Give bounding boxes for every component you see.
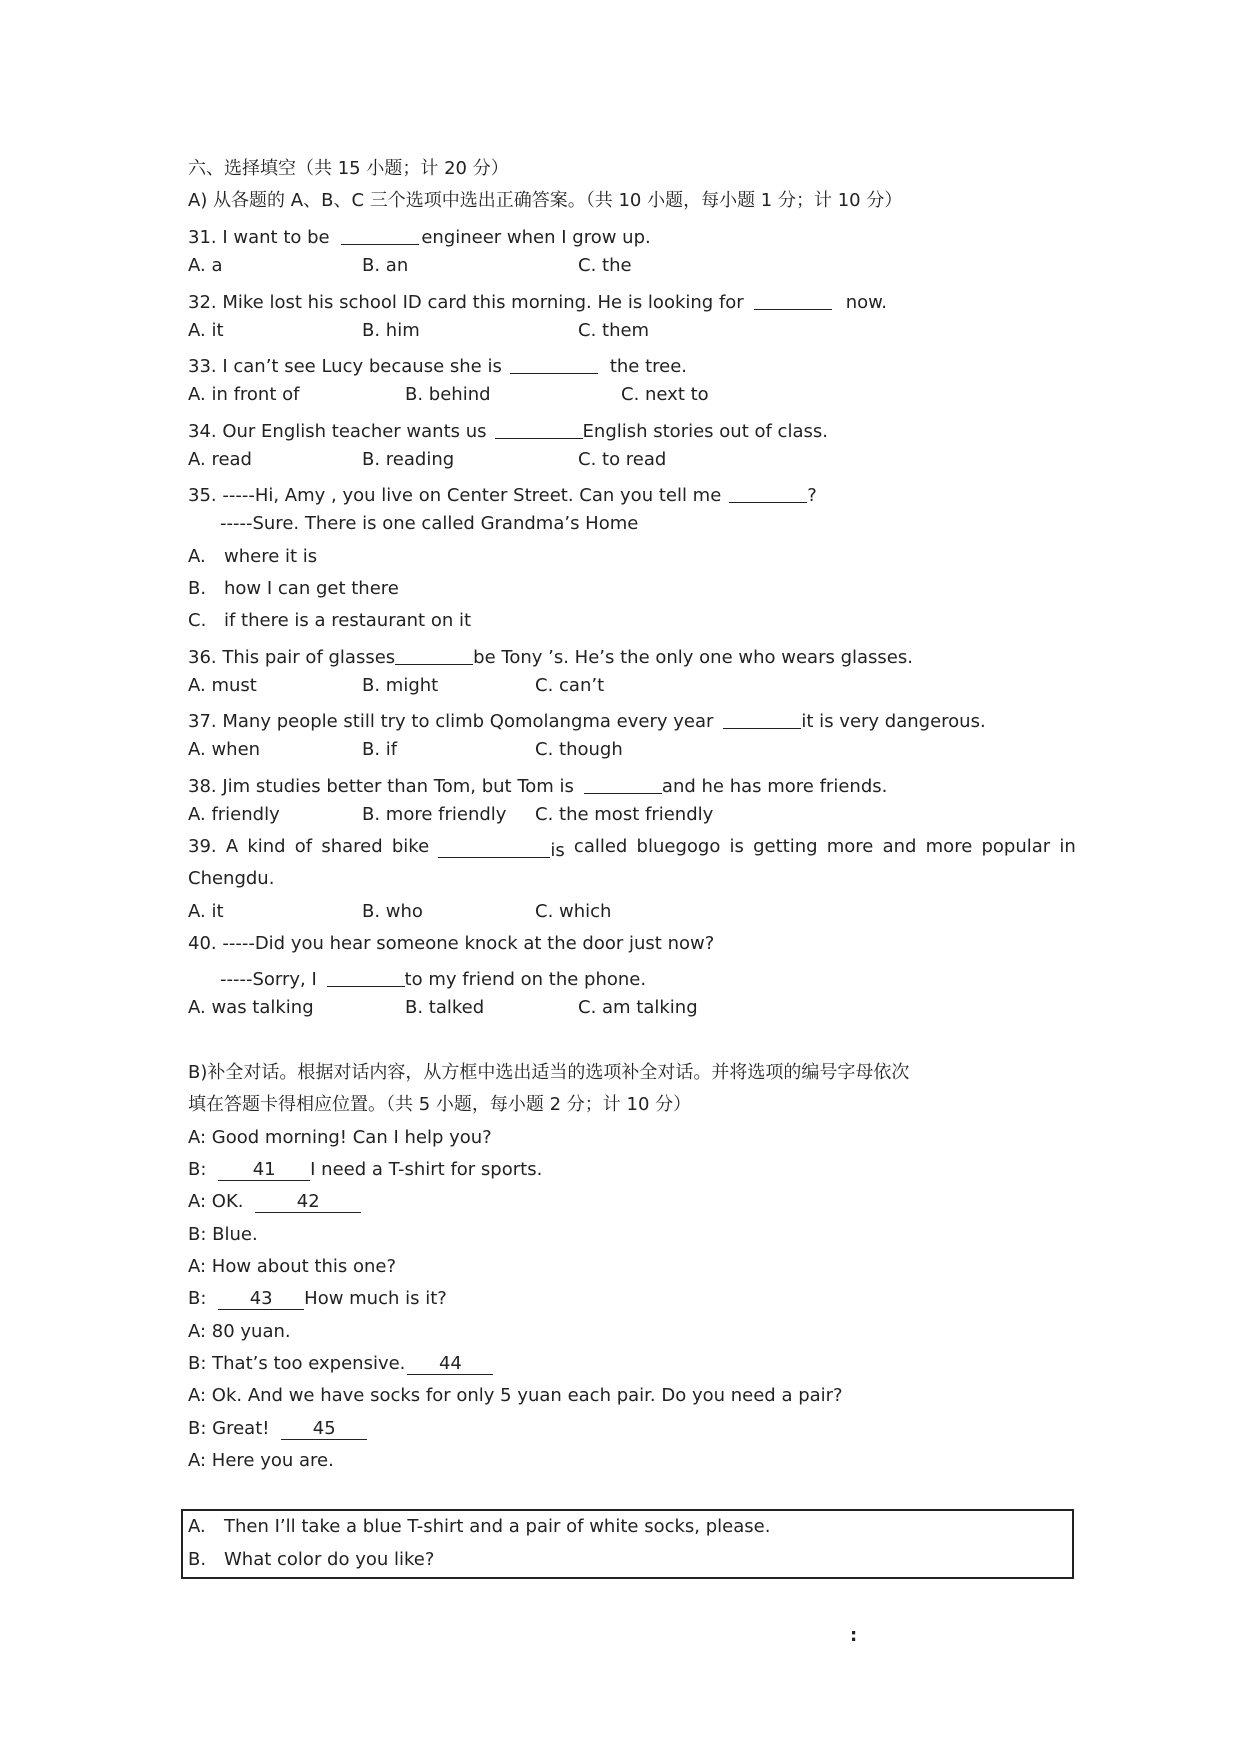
option-b: B. him (362, 320, 420, 341)
option-a: A. read (188, 449, 252, 470)
answer-blank[interactable] (327, 966, 405, 987)
question-31: 31. I want to be engineer when I grow up. (188, 222, 651, 250)
option-c: C. can’t (535, 675, 605, 696)
option-c-text: if there is a restaurant on it (224, 610, 472, 631)
option-a: A. (188, 546, 206, 567)
answer-blank[interactable] (510, 353, 598, 374)
page-mark: : (850, 1625, 858, 1646)
option-b: B. reading (362, 449, 455, 470)
box-option-b: B. (188, 1549, 207, 1570)
dialogue-line: A: 80 yuan. (188, 1321, 291, 1342)
option-c: C. though (535, 739, 623, 760)
option-c: C. them (578, 320, 650, 341)
dialogue-reply: -----Sorry, I to my friend on the phone. (220, 964, 646, 992)
answer-blank[interactable] (584, 773, 662, 794)
part-a-title: A) 从各题的 A、B、C 三个选项中选出正确答案。（共 10 小题，每小题 1 分；计 10 分） (188, 190, 903, 211)
option-b: B. might (362, 675, 439, 696)
option-a-text: where it is (224, 546, 318, 567)
answer-blank[interactable]: 42 (255, 1192, 361, 1213)
dialogue-line: A: How about this one? (188, 1256, 397, 1277)
dialogue-line: B: Blue. (188, 1224, 258, 1245)
option-a: A. in front of (188, 384, 300, 405)
question-35: 35. -----Hi, Amy , you live on Center Street. Can you tell me ? (188, 480, 817, 508)
dialogue-line: B: 43 How much is it? (188, 1288, 447, 1309)
option-a: A. must (188, 675, 257, 696)
box-option-b-text: What color do you like? (224, 1549, 435, 1570)
option-a: A. when (188, 739, 261, 760)
dialogue-line: B: That’s too expensive. 44 (188, 1352, 493, 1376)
question-40: 40. -----Did you hear someone knock at the door just now? (188, 933, 715, 954)
dialogue-line: B: Great! 45 (188, 1417, 367, 1441)
answer-blank[interactable]: 41 (218, 1160, 310, 1181)
question-39-continued: Chengdu. (188, 868, 275, 889)
option-a: A. friendly (188, 804, 280, 825)
answer-blank[interactable] (395, 644, 473, 665)
option-a: A. a (188, 255, 223, 276)
option-b: B. (188, 578, 207, 599)
option-c: C. next to (621, 384, 709, 405)
part-b-title: B)补全对话。根据对话内容，从方框中选出适当的选项补全对话。并将选项的编号字母依次 (188, 1062, 910, 1083)
dialogue-line: A: Good morning! Can I help you? (188, 1127, 492, 1148)
option-b: B. talked (405, 997, 485, 1018)
answer-blank[interactable]: 45 (281, 1419, 367, 1440)
answer-blank[interactable] (438, 837, 550, 858)
answer-blank[interactable] (729, 482, 807, 503)
box-option-a: A. (188, 1516, 206, 1537)
option-c: C. the (578, 255, 632, 276)
question-32: 32. Mike lost his school ID card this morning. He is looking for now. (188, 287, 887, 315)
box-option-a-text: Then I’ll take a blue T-shirt and a pair of white socks, please. (224, 1516, 771, 1537)
option-c: C. am talking (578, 997, 698, 1018)
question-33: 33. I can’t see Lucy because she is the tree. (188, 351, 687, 379)
option-a: A. was talking (188, 997, 314, 1018)
option-c: C. which (535, 901, 612, 922)
question-34: 34. Our English teacher wants us English stories out of class. (188, 416, 828, 444)
option-b: B. if (362, 739, 398, 760)
answer-blank[interactable] (754, 289, 832, 310)
dialogue-line: B: 41 I need a T-shirt for sports. (188, 1159, 543, 1180)
option-b: B. an (362, 255, 409, 276)
option-c: C. to read (578, 449, 667, 470)
dialogue-reply: -----Sure. There is one called Grandma’s Home (220, 513, 639, 534)
answer-blank[interactable] (341, 224, 419, 245)
option-b: B. who (362, 901, 423, 922)
section-title: 六、选择填空（共 15 小题；计 20 分） (188, 158, 509, 179)
answer-blank[interactable]: 43 (218, 1289, 304, 1310)
dialogue-line: A: Here you are. (188, 1450, 334, 1471)
question-38: 38. Jim studies better than Tom, but Tom is and he has more friends. (188, 771, 887, 799)
answer-blank[interactable] (495, 418, 583, 439)
option-a: A. it (188, 901, 224, 922)
option-b-text: how I can get there (224, 578, 399, 599)
question-39: 39. A kind of shared bike is called bluegogo is getting more and more popular in (188, 836, 1076, 861)
answer-blank[interactable] (723, 708, 801, 729)
question-37: 37. Many people still try to climb Qomolangma every year it is very dangerous. (188, 706, 986, 734)
option-b: B. behind (405, 384, 491, 405)
dialogue-line: A: Ok. And we have socks for only 5 yuan each pair. Do you need a pair? (188, 1385, 843, 1406)
option-a: A. it (188, 320, 224, 341)
dialogue-line: A: OK. 42 (188, 1190, 361, 1214)
question-36: 36. This pair of glasses be Tony ’s. He’s the only one who wears glasses. (188, 642, 913, 670)
option-c: C. the most friendly (535, 804, 714, 825)
option-c: C. (188, 610, 207, 631)
answer-blank[interactable]: 44 (407, 1354, 493, 1375)
part-b-title-line2: 填在答题卡得相应位置。（共 5 小题，每小题 2 分；计 10 分） (188, 1094, 692, 1115)
option-b: B. more friendly (362, 804, 507, 825)
